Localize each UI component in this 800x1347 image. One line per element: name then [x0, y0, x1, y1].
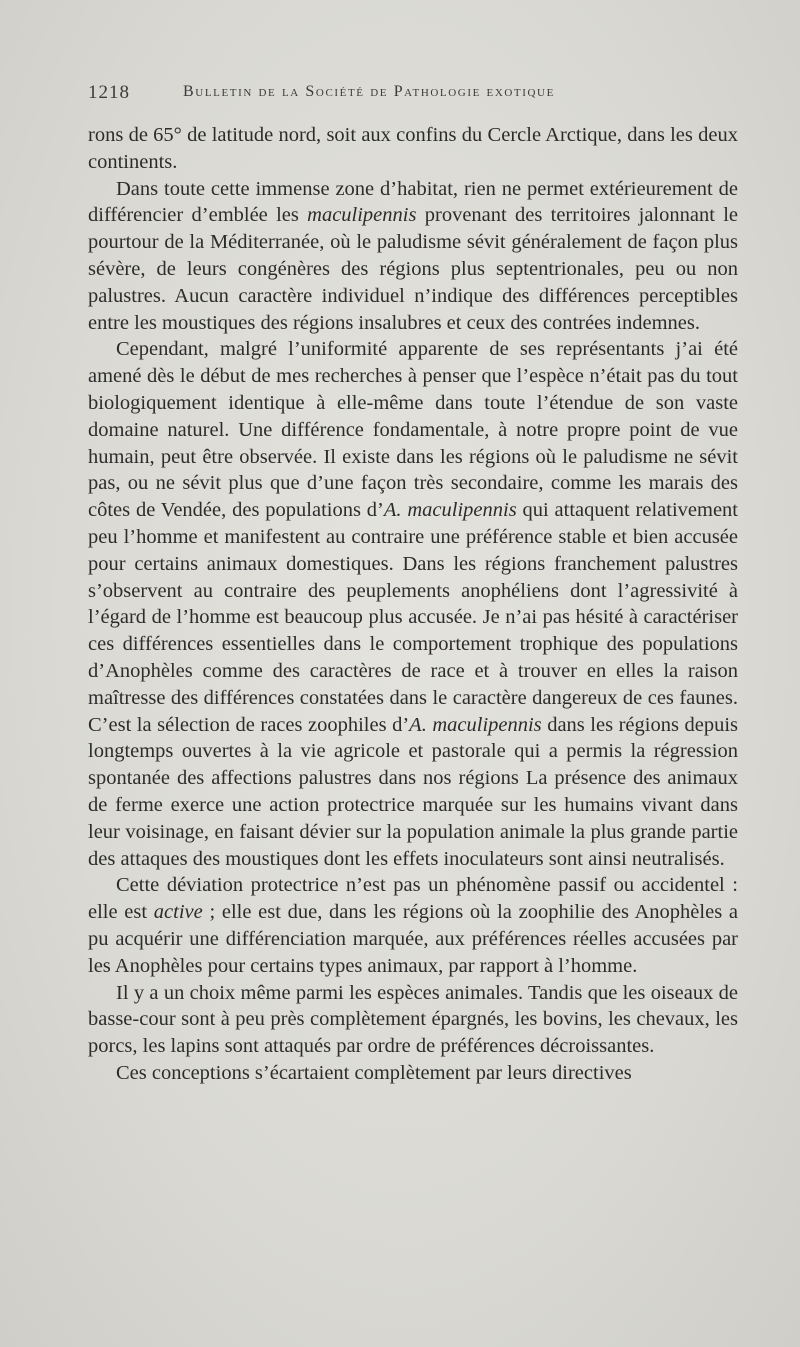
- text-run: ; elle est due, dans les régions où la zoophilie des Anophèles a pu acquérir une différenciation marquée, aux préférences réelles accusées par les Anophèles pour certains types animaux, par rapport à l’homme.: [88, 901, 738, 977]
- body-text: [88, 122, 738, 1087]
- species-name: A. maculipennis: [409, 713, 542, 736]
- text-run: Cependant, malgré l’uniformité apparente de ses représentants j’ai été amené dès le début de mes recherches à penser que l’espèce n’était pas du tout biologiquement identique à elle-même dans toute l’étendue de son vaste domaine naturel. Une différence fondamentale, à notre propre point de vue humain, peut être observée. Il existe dans les régions où le paludisme ne sévit pas, ou ne sévit plus que d’une façon très secondaire, comme les marais des côtes de Vendée, des populations d’: [88, 338, 738, 522]
- page-number: 1218: [88, 82, 130, 103]
- paragraph: [88, 336, 738, 872]
- text-run: Il y a un choix même parmi les espèces animales. Tandis que les oiseaux de basse-cour sont à peu près complètement épargnés, les bovins, les chevaux, les porcs, les lapins sont attaqués par ordre de préférences décroissantes.: [88, 981, 738, 1058]
- paragraph: [88, 176, 738, 337]
- page-header: [88, 82, 748, 106]
- text-run: Ces conceptions s’écartaient complètement par leurs directives: [116, 1061, 632, 1084]
- text-run: Cette déviation protectrice n’est pas un phénomène passif ou accidentel : elle est: [88, 874, 738, 924]
- paragraph: [88, 872, 738, 979]
- text-run: provenant des territoires jalonnant le pourtour de la Méditerranée, où le paludisme sévit généralement de façon plus sévère, de leurs congénères des régions plus septentrionales, peu ou non palustres. Aucun caractère individuel n’indique des différences perceptibles entre les moustiques des régions insalubres et ceux des contrées indemnes.: [88, 204, 738, 334]
- paragraph: [88, 122, 738, 176]
- text-run: dans les régions depuis longtemps ouvertes à la vie agricole et pastorale qui a permis la régression spontanée des affections palustres dans nos régions La présence des animaux de ferme exerce une action protectrice marquée sur les humains vivant dans leur voisinage, en faisant dévier sur la population animale la plus grande partie des attaques des moustiques dont les effets inoculateurs sont ainsi neutralisés.: [88, 713, 738, 870]
- paragraph: [88, 980, 738, 1060]
- species-name: maculipennis: [307, 204, 417, 227]
- species-name: A. maculipennis: [383, 499, 517, 522]
- text-run: qui attaquent relativement peu l’homme et manifestent au contraire une préférence stable et bien accusée pour certains animaux domestiques. Dans les régions franchement palustres s’observent au contraire des peuplements anophéliens dont l’agressivité à l’égard de l’homme est beaucoup plus accusée. Je n’ai pas hésité à caractériser ces différences essentielles dans le comportement trophique des populations d’Anophèles comme des caractères de race et à trouver en elles la raison maîtresse des différences constatées dans le caractère dangereux de ces faunes. C’est la sélection de races zoophiles d’: [88, 499, 738, 736]
- text-run: Dans toute cette immense zone d’habitat, rien ne permet extérieurement de différencier d’emblée les: [88, 177, 738, 227]
- text-run: rons de 65° de latitude nord, soit aux confins du Cercle Arctique, dans les deux continents.: [88, 124, 738, 173]
- emphasis: active: [153, 901, 203, 924]
- paragraph: [88, 1060, 738, 1087]
- running-title: Bulletin de la Société de Pathologie exotique: [183, 83, 555, 100]
